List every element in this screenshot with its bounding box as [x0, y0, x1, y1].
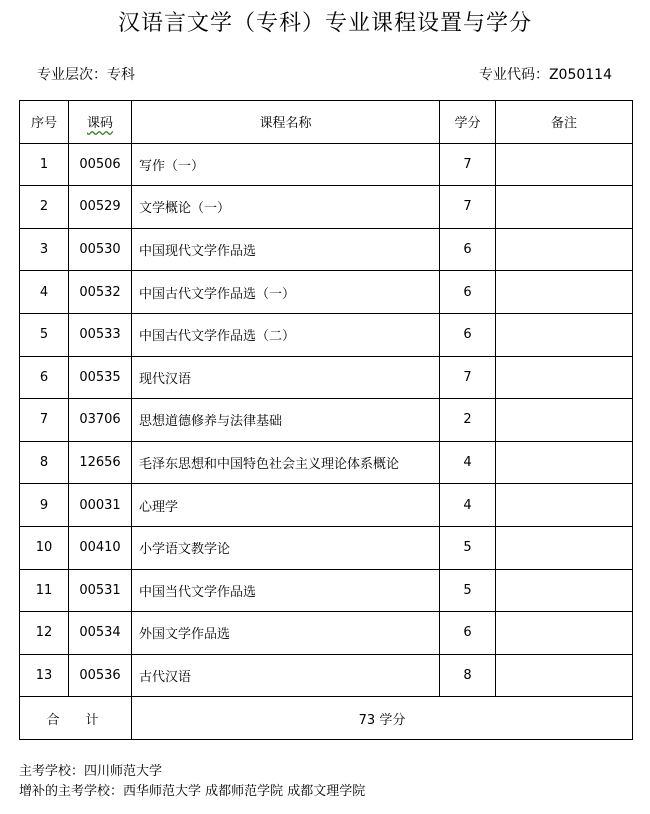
cell-code: 00530 [69, 228, 132, 271]
cell-credit: 6 [440, 313, 496, 356]
cell-credit: 7 [440, 356, 496, 399]
cell-course-name: 中国现代文学作品选 [132, 228, 440, 271]
table-row [20, 441, 633, 484]
cell-note [496, 526, 633, 569]
table-row [20, 356, 633, 399]
header-code-label: 课码 [86, 116, 113, 132]
cell-course-name: 中国当代文学作品选 [132, 569, 440, 612]
cell-note [496, 143, 633, 186]
cell-course-name: 中国古代文学作品选（二） [132, 313, 440, 356]
table-row [20, 228, 633, 271]
cell-credit: 6 [440, 228, 496, 271]
cell-course-name: 写作（一） [132, 143, 440, 186]
table-row [20, 654, 633, 697]
cell-course-name: 小学语文教学论 [132, 526, 440, 569]
cell-seq: 2 [20, 186, 69, 229]
cell-seq: 13 [20, 654, 69, 697]
table-row [20, 569, 633, 612]
cell-code: 00031 [69, 484, 132, 527]
table-row [20, 484, 633, 527]
header-name: 课程名称 [132, 101, 440, 144]
table-row [20, 271, 633, 314]
cell-credit: 6 [440, 612, 496, 655]
cell-seq: 11 [20, 569, 69, 612]
cell-note [496, 186, 633, 229]
cell-note [496, 569, 633, 612]
cell-credit: 4 [440, 484, 496, 527]
cell-seq: 5 [20, 313, 69, 356]
course-table [19, 100, 633, 740]
cell-course-name: 心理学 [132, 484, 440, 527]
header-note: 备注 [496, 101, 633, 144]
major-level: 专业层次：专科 [37, 67, 135, 83]
cell-seq: 8 [20, 441, 69, 484]
table-row [20, 186, 633, 229]
major-code: 专业代码：Z050114 [478, 67, 612, 83]
cell-seq: 12 [20, 612, 69, 655]
cell-code: 03706 [69, 399, 132, 442]
header-credit: 学分 [440, 101, 496, 144]
cell-course-name: 古代汉语 [132, 654, 440, 697]
header-code [69, 101, 132, 144]
cell-credit: 6 [440, 271, 496, 314]
table-row [20, 143, 633, 186]
cell-code: 00529 [69, 186, 132, 229]
table-row [20, 399, 633, 442]
table-header-row [20, 101, 633, 144]
cell-credit: 2 [440, 399, 496, 442]
header-seq: 序号 [20, 101, 69, 144]
page-title: 汉语言文学（专科）专业课程设置与学分 [117, 11, 532, 36]
cell-note [496, 356, 633, 399]
cell-course-name: 毛泽东思想和中国特色社会主义理论体系概论 [132, 441, 440, 484]
cell-code: 00532 [69, 271, 132, 314]
cell-seq: 6 [20, 356, 69, 399]
cell-seq: 4 [20, 271, 69, 314]
cell-code: 00533 [69, 313, 132, 356]
cell-note [496, 228, 633, 271]
cell-code: 12656 [69, 441, 132, 484]
cell-credit: 7 [440, 143, 496, 186]
cell-code: 00506 [69, 143, 132, 186]
cell-code: 00534 [69, 612, 132, 655]
cell-seq: 10 [20, 526, 69, 569]
cell-note [496, 654, 633, 697]
cell-code: 00531 [69, 569, 132, 612]
cell-course-name: 文学概论（一） [132, 186, 440, 229]
total-row [20, 697, 633, 740]
total-label: 合计 [20, 697, 132, 740]
cell-note [496, 271, 633, 314]
total-value: 73 学分 [132, 697, 633, 740]
cell-seq: 1 [20, 143, 69, 186]
cell-course-name: 中国古代文学作品选（一） [132, 271, 440, 314]
table-row [20, 612, 633, 655]
cell-seq: 7 [20, 399, 69, 442]
cell-note [496, 313, 633, 356]
cell-code: 00410 [69, 526, 132, 569]
cell-seq: 3 [20, 228, 69, 271]
main-examining-school: 主考学校：四川师范大学 [19, 764, 163, 779]
additional-examining-schools: 增补的主考学校：西华师范大学 成都师范学院 成都文理学院 [19, 784, 366, 799]
cell-course-name: 现代汉语 [132, 356, 440, 399]
table-row [20, 313, 633, 356]
cell-course-name: 思想道德修养与法律基础 [132, 399, 440, 442]
cell-seq: 9 [20, 484, 69, 527]
cell-credit: 5 [440, 526, 496, 569]
cell-note [496, 612, 633, 655]
cell-credit: 8 [440, 654, 496, 697]
cell-course-name: 外国文学作品选 [132, 612, 440, 655]
cell-note [496, 441, 633, 484]
cell-note [496, 399, 633, 442]
cell-code: 00535 [69, 356, 132, 399]
cell-credit: 5 [440, 569, 496, 612]
cell-credit: 4 [440, 441, 496, 484]
table-row [20, 526, 633, 569]
cell-code: 00536 [69, 654, 132, 697]
cell-credit: 7 [440, 186, 496, 229]
cell-note [496, 484, 633, 527]
